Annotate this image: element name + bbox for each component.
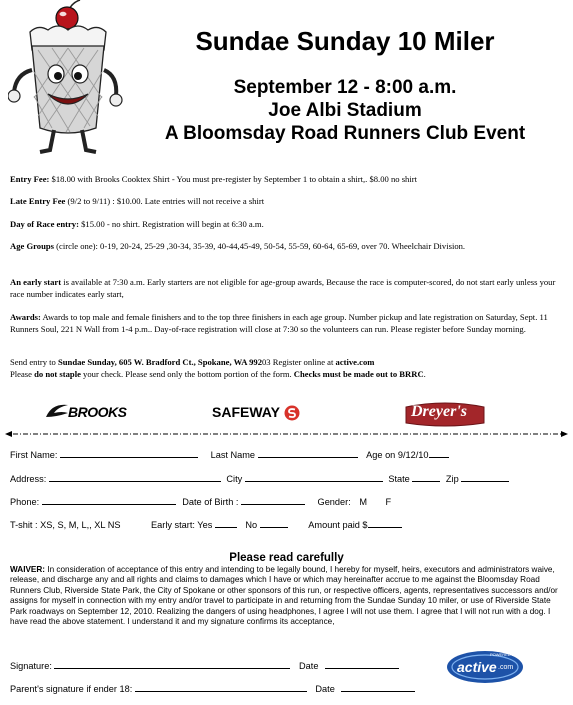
- dreyers-logo: [404, 401, 486, 429]
- cherry-icon: [56, 0, 80, 29]
- cone-body: [32, 46, 104, 133]
- signature-field[interactable]: [54, 659, 290, 669]
- race-day-paragraph: [10, 219, 563, 231]
- last-name-field[interactable]: [258, 448, 358, 458]
- active-powered-tag: POWERED BY: [490, 652, 518, 657]
- late-entry-label: Late Entry Fee: [10, 196, 66, 206]
- state-field[interactable]: [412, 472, 440, 482]
- early-start-label: An early start: [10, 277, 62, 287]
- form-row-name: [10, 448, 449, 460]
- signature-row: [10, 659, 399, 671]
- city-label: City: [226, 474, 243, 484]
- send-entry-paragraph: [10, 357, 563, 380]
- gender-option-f[interactable]: F: [385, 497, 392, 507]
- event-club-line: A Bloomsday Road Runners Club Event: [164, 123, 526, 144]
- safeway-s-icon: [284, 405, 300, 421]
- left-leg: [40, 130, 54, 152]
- dreyers-wordmark: Dreyer's: [411, 403, 467, 420]
- sundae-mascot-illustration: [8, 0, 123, 160]
- signature-label: Signature:: [10, 661, 52, 671]
- send-address: Sundae Sunday, 605 W. Bradford Ct., Spokane, WA 992: [57, 357, 262, 367]
- awards-label: Awards:: [10, 312, 41, 322]
- safeway-wordmark: SAFEWAY: [212, 404, 280, 420]
- register-online-link[interactable]: active.com: [335, 357, 375, 367]
- first-name-field[interactable]: [60, 448, 198, 458]
- brooks-wordmark: BROOKS: [68, 404, 127, 420]
- entry-fee-paragraph: [10, 174, 563, 186]
- last-name-label: Last Name: [210, 450, 256, 460]
- awards-paragraph: [10, 312, 563, 335]
- active-suffix: .com: [498, 664, 514, 671]
- waiver-body: In consideration of acceptance of this entry and intending to be legally bound, I hereby for myself, heirs, executors and administrators waive, release, and discharge any and all rights and claims to damages which I have or which may hereinafter accrue to me against the Bloomsday Road Runners Club, Riverside State Park, the City of Spokane or other sponsors of this run, or respective officers, agents, representatives successors and/or assigns for myself in connection with my entry and/or travel to participate in and returning from the Sundae Sunday 10 miler, or use of Riverside State Park roadways on September 12, 2010. Realizing the dangers of using headphones, I agree I will not use them. I agree that I will not run with a dog. I have read the above statement. I understand it and my signature confirms its acceptance,: [10, 565, 558, 627]
- form-row-address: [10, 472, 509, 484]
- sponsor-logos: [0, 398, 573, 432]
- race-day-text: $15.00 - no shirt. Registration will begin at 6:30 a.m.: [78, 219, 264, 229]
- first-name-label: First Name:: [10, 450, 58, 460]
- late-entry-text: (9/2 to 9/11) : $10.00. Late entries will not receive a shirt: [65, 196, 265, 206]
- signature-date-field[interactable]: [325, 659, 399, 669]
- staple-prefix: Please: [10, 368, 35, 379]
- event-date-time: September 12 - 8:00 a.m.: [233, 77, 457, 98]
- age-groups-paragraph: [10, 241, 563, 253]
- age-groups-text: (circle one): 0-19, 20-24, 25-29 ,30-34, 35-39, 40-44,45-49, 50-54, 55-59, 60-64, 65-69, over 70. Wheelchair Division.: [54, 241, 466, 251]
- early-start-paragraph: [10, 277, 563, 300]
- phone-label: Phone:: [10, 497, 40, 507]
- event-title: Sundae Sunday 10 Miler: [195, 26, 495, 56]
- age-on-label: Age on 9/12/10: [366, 450, 429, 460]
- zip-field[interactable]: [461, 472, 509, 482]
- dob-label: Date of Birth :: [182, 497, 239, 507]
- tshirt-size-options[interactable]: T-shit : XS, S, M, L,, XL NS: [10, 520, 121, 530]
- address-label: Address:: [10, 474, 47, 484]
- staple-end: .: [423, 368, 426, 379]
- waiver-label: WAIVER:: [10, 565, 46, 574]
- gender-label: Gender:: [317, 497, 351, 507]
- awards-text: Awards to top male and female finishers and to the top three finishers in each age group. Number pickup and late registration on Saturday, Sept. 11 Runners Soul, 221 N Wall from 1-4 p.m.. Day-of-race registration will close at 7:30 so the volunteers can run. Please register before Sunday morning.: [10, 312, 548, 334]
- city-field[interactable]: [245, 472, 383, 482]
- zip-label: Zip: [445, 474, 459, 484]
- right-leg: [82, 130, 96, 152]
- parent-signature-label: Parent's signature if ender 18:: [10, 684, 133, 694]
- form-row-tshirt: [10, 518, 402, 530]
- gender-option-m[interactable]: M: [359, 497, 367, 507]
- waiver-text: [10, 565, 563, 627]
- entry-fee-text: $18.00 with Brooks Cooktex Shirt - You must pre-register by September 1 to obtain a shirt,. $8.00 no shirt: [49, 174, 417, 184]
- brooks-swoosh-icon: [44, 401, 70, 423]
- send-suffix: 03 Register online at: [262, 357, 336, 367]
- form-row-phone: [10, 495, 391, 507]
- brooks-logo: [44, 400, 126, 424]
- address-field[interactable]: [49, 472, 221, 482]
- dob-field[interactable]: [241, 495, 305, 505]
- age-groups-label: Age Groups: [10, 241, 55, 251]
- parent-signature-row: [10, 682, 415, 694]
- entry-fee-label: Entry Fee:: [10, 174, 50, 184]
- read-carefully-heading: Please read carefully: [229, 552, 344, 564]
- active-com-logo: [446, 650, 524, 684]
- amount-paid-field[interactable]: [368, 518, 402, 528]
- age-field[interactable]: [429, 448, 449, 458]
- event-venue: Joe Albi Stadium: [268, 100, 422, 121]
- checks-payable-note: Checks must be made out to BRRC: [293, 368, 424, 379]
- event-subheading: [150, 76, 540, 145]
- send-prefix: Send entry to: [10, 357, 58, 367]
- signature-date-label: Date: [299, 661, 319, 671]
- staple-middle: your check. Please send only the bottom portion of the form.: [80, 368, 294, 379]
- early-start-no-field[interactable]: [260, 518, 288, 528]
- early-start-no-label: No: [245, 520, 258, 530]
- early-start-yes-field[interactable]: [215, 518, 237, 528]
- amount-paid-label: Amount paid $: [308, 520, 368, 530]
- right-arm: [104, 70, 116, 96]
- safeway-logo: [212, 404, 302, 426]
- cut-line-divider: [5, 430, 568, 438]
- parent-date-field[interactable]: [341, 682, 415, 692]
- staple-bold: do not staple: [34, 368, 81, 379]
- race-day-label: Day of Race entry:: [10, 219, 79, 229]
- parent-signature-field[interactable]: [135, 682, 307, 692]
- left-arm: [14, 70, 32, 92]
- early-start-text: is available at 7:30 a.m. Early starters are not eligible for age-group awards, Because the race is computer-scored, do not start early unless your race number indicates early start,: [10, 277, 556, 299]
- parent-date-label: Date: [315, 684, 335, 694]
- early-start-label: Early start: Yes: [151, 520, 213, 530]
- late-entry-paragraph: [10, 196, 563, 208]
- phone-field[interactable]: [42, 495, 176, 505]
- active-wordmark: active: [457, 659, 497, 675]
- state-label: State: [388, 474, 410, 484]
